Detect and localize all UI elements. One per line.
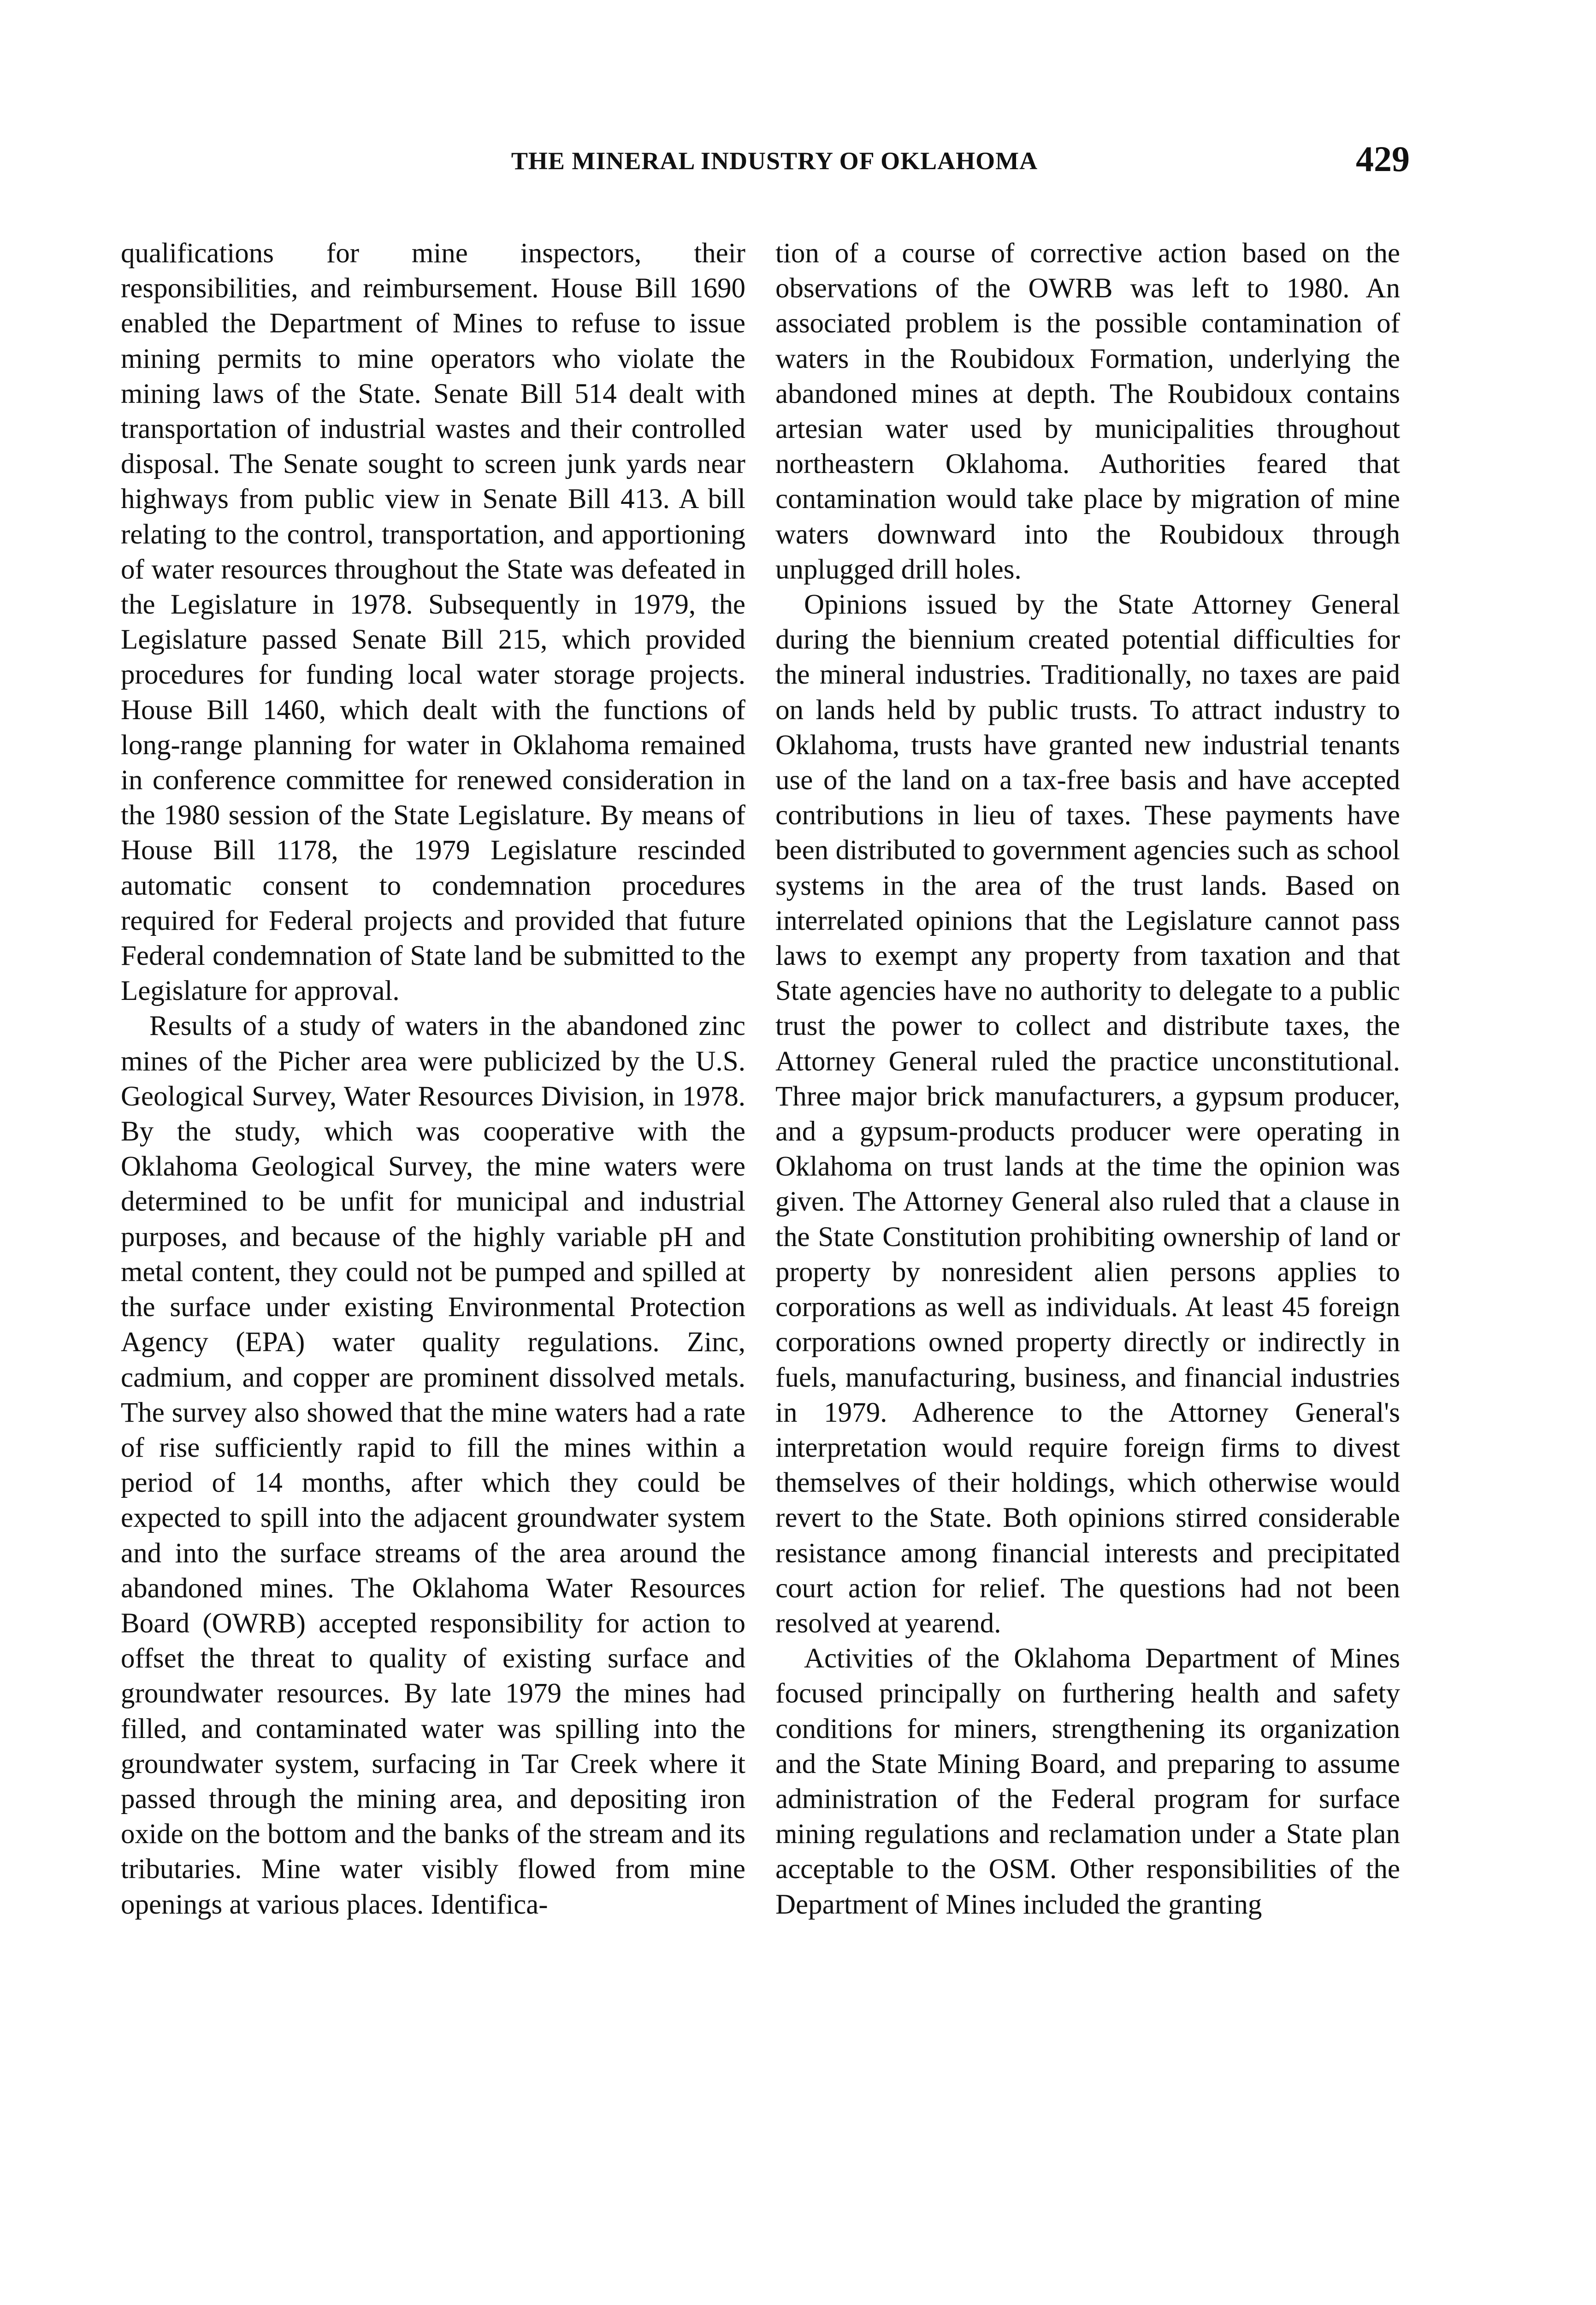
- right-column: [775, 236, 1400, 1922]
- paragraph-picher-mine-waters: Results of a study of waters in the abandoned zinc mines of the Picher area were publicized by the U.S. Geological Survey, Water Resources Division, in 1978. By the study, which was cooperative with the Oklahoma Geological Survey, the mine waters were determined to be unfit for municipal and industrial purposes, and because of the highly variable pH and metal content, they could not be pumped and spilled at the surface under existing Environmental Protection Agency (EPA) water quality regulations. Zinc, cadmium, and copper are prominent dissolved metals. The survey also showed that the mine waters had a rate of rise sufficiently rapid to fill the mines within a period of 14 months, after which they could be expected to spill into the adjacent groundwater system and into the surface streams of the area around the abandoned mines. The Oklahoma Water Resources Board (OWRB) accepted responsibility for action to offset the threat to quality of existing surface and groundwater resources. By late 1979 the mines had filled, and contaminated water was spilling into the groundwater system, surfacing in Tar Creek where it passed through the mining area, and depositing iron oxide on the bottom and the banks of the stream and its tributaries. Mine water visibly flowed from mine openings at various places. Identifica-: [121, 1011, 745, 1920]
- left-column: [121, 236, 745, 1922]
- running-head: THE MINERAL INDUSTRY OF OKLAHOMA: [511, 147, 1038, 175]
- page-number: 429: [1356, 139, 1410, 179]
- paragraph-attorney-general-opinions: Opinions issued by the State Attorney General during the biennium created potential difficulties for the mineral industries. Traditionally, no taxes are paid on lands held by public trusts. To attract industry to Oklahoma, trusts have granted new industrial tenants use of the land on a tax-free basis and have accepted contributions in lieu of taxes. These payments have been distributed to government agencies such as school systems in the area of the trust lands. Based on interrelated opinions that the Legislature cannot pass laws to exempt any property from taxation and that State agencies have no authority to delegate to a public trust the power to collect and distribute taxes, the Attorney General ruled the practice unconstitutional. Three major brick manufacturers, a gypsum producer, and a gypsum-products producer were operating in Oklahoma on trust lands at the time the opinion was given. The Attorney General also ruled that a clause in the State Constitution prohibiting ownership of land or property by nonresident alien persons applies to corporations as well as individuals. At least 45 foreign corporations owned property directly or indirectly in fuels, manufacturing, business, and financial industries in 1979. Adherence to the Attorney General's interpretation would require foreign firms to divest themselves of their holdings, which otherwise would revert to the State. Both opinions stirred considerable resistance among financial interests and precipitated court action for relief. The questions had not been resolved at yearend.: [775, 589, 1400, 1639]
- paragraph-inspector-qualifications: qualifications for mine inspectors, their responsibilities, and reimbursement. House Bill 1690 enabled the Department of Mines to refuse to issue mining permits to mine operators who violate the mining laws of the State. Senate Bill 514 dealt with transportation of industrial wastes and their controlled disposal. The Senate sought to screen junk yards near highways from public view in Senate Bill 413. A bill relating to the control, transportation, and apportioning of water resources throughout the State was defeated in the Legislature in 1978. Subsequently in 1979, the Legislature passed Senate Bill 215, which provided procedures for funding local water storage projects. House Bill 1460, which dealt with the functions of long-range planning for water in Oklahoma remained in conference committee for renewed consideration in the 1980 session of the State Legislature. By means of House Bill 1178, the 1979 Legislature rescinded automatic consent to condemnation procedures required for Federal projects and provided that future Federal condemnation of State land be submitted to the Legislature for approval.: [121, 238, 745, 1007]
- paragraph-department-of-mines: Activities of the Oklahoma Department of Mines focused principally on furthering health and safety conditions for miners, strengthening its organization and the State Mining Board, and preparing to assume administration of the Federal program for surface mining regulations and reclamation under a State plan acceptable to the OSM. Other responsibilities of the Department of Mines included the granting: [775, 1643, 1400, 1920]
- paragraph-roubidoux-contamination: tion of a course of corrective action based on the observations of the OWRB was left to 1980. An associated problem is the possible contamination of waters in the Roubidoux Formation, underlying the abandoned mines at depth. The Roubidoux contains artesian water used by municipalities throughout northeastern Oklahoma. Authorities feared that contamination would take place by migration of mine waters downward into the Roubidoux through unplugged drill holes.: [775, 238, 1400, 585]
